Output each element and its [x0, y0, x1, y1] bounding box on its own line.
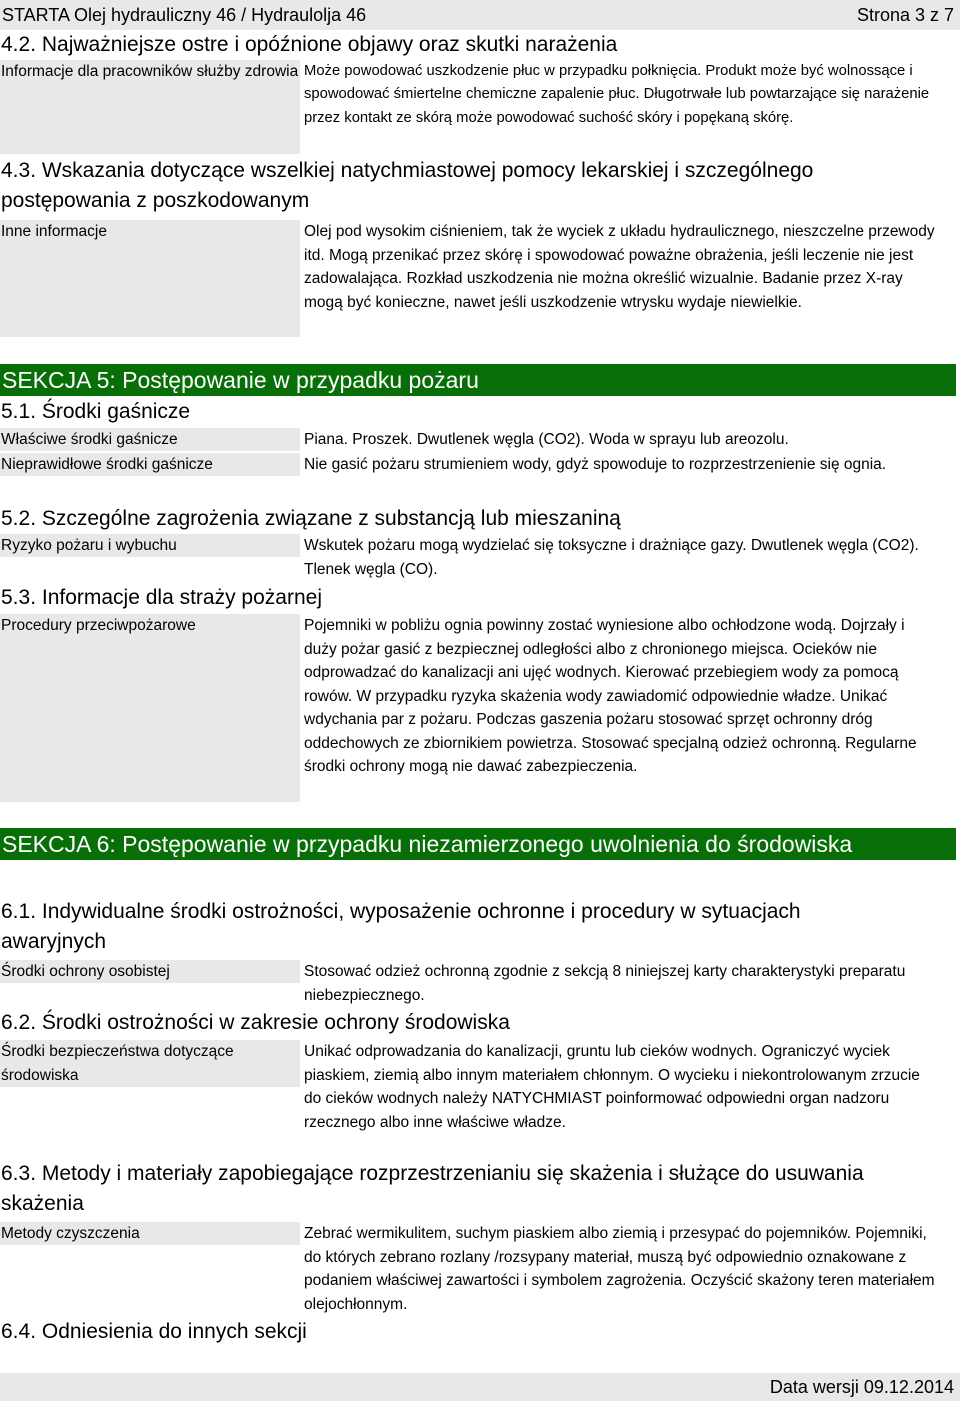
heading-6-4: 6.4. Odniesienia do innych sekcji — [1, 1320, 307, 1343]
label-cleaning-methods: Metody czyszczenia — [0, 1222, 300, 1245]
label-fire-risk: Ryzyko pożaru i wybuchu — [0, 534, 300, 557]
section-5-bar: SEKCJA 5: Postępowanie w przypadku pożaru — [0, 364, 956, 396]
row-unsuitable-extinguishing — [0, 453, 960, 476]
row-medical-info — [0, 60, 960, 154]
heading-5-2: 5.2. Szczególne zagrożenia związane z substancją lub mieszaniną — [1, 507, 621, 530]
document-title: STARTA Olej hydrauliczny 46 / Hydraulolja 46 — [2, 5, 367, 25]
heading-5-3: 5.3. Informacje dla straży pożarnej — [1, 586, 322, 609]
page-number: Strona 3 z 7 — [856, 5, 954, 25]
heading-6-3: 6.3. Metody i materiały zapobiegające rozprzestrzenianiu się skażenia i służące do usuwania skażenia — [1, 1162, 864, 1215]
section-6-bar: SEKCJA 6: Postępowanie w przypadku niezamierzonego uwolnienia do środowiska — [0, 828, 956, 860]
label-environmental-precautions: Środki bezpieczeństwa dotyczące środowiska — [0, 1040, 300, 1087]
heading-4-3: 4.3. Wskazania dotyczące wszelkiej natychmiastowej pomocy lekarskiej i szczególnego postępowania z poszkodowanym — [1, 159, 814, 212]
label-suitable-extinguishing: Właściwe środki gaśnicze — [0, 428, 300, 451]
row-personal-protection — [0, 960, 960, 1004]
value-fire-risk: Wskutek pożaru mogą wydzielać się toksyczne i drażniące gazy. Dwutlenek węgla (CO2). Tlenek węgla (CO). — [304, 537, 919, 578]
page-header — [0, 0, 960, 30]
value-medical-info: Może powodować uszkodzenie płuc w przypadku połknięcia. Produkt może być wolnossące i spowodować śmiertelne chemiczne zapalenie płuc. Długotrwałe lub powtarzające się narażenie przez kontakt ze skórą może powodować suchość skóry i popękaną skórę. — [304, 63, 930, 126]
row-other-info — [0, 220, 960, 337]
heading-6-1: 6.1. Indywidualne środki ostrożności, wyposażenie ochronne i procedury w sytuacjach awaryjnych — [1, 900, 801, 953]
row-fire-risk — [0, 534, 960, 578]
value-environmental-precautions: Unikać odprowadzania do kanalizacji, gruntu lub cieków wodnych. Ograniczyć wyciek piaskiem, ziemią albo innym materiałem chłonnym. O wycieku i niekontrolowanym zrzucie do cieków wodnych należy NATYCHMIAST poinformować odpowiedni organ nadzoru rzecznego albo inne właściwe władze. — [304, 1043, 920, 1131]
row-firefighting-procedures — [0, 614, 960, 802]
label-other-info: Inne informacje — [0, 220, 300, 337]
value-personal-protection: Stosować odzież ochronną zgodnie z sekcją 8 niniejszej karty charakterystyki preparatu niebezpiecznego. — [304, 963, 906, 1004]
row-environmental-precautions — [0, 1040, 960, 1131]
value-firefighting-procedures: Pojemniki w pobliżu ognia powinny zostać wyniesione albo ochłodzone wodą. Dojrzały i duży pożar gasić z bezpiecznej odległości albo z chronionego miejsca. Ocieków nie odprowadzać do kanalizacji ani ujęć wodnych. Kierować przebiegiem wody za pomocą rowów. W przypadku ryzyka skażenia wody zawiadomić odpowiednie władze. Unikać wdychania par z pożaru. Podczas gaszenia pożaru stosować sprzęt ochronny dróg oddechowych ze zbiornikiem powietrza. Stosować specjalną odzież ochronną. Regularne środki ochrony mogą nie dawać zabezpieczenia. — [304, 617, 917, 775]
heading-6-2: 6.2. Środki ostrożności w zakresie ochrony środowiska — [1, 1011, 510, 1034]
label-personal-protection: Środki ochrony osobistej — [0, 960, 300, 983]
footer-version-date: Data wersji 09.12.2014 — [769, 1377, 954, 1397]
label-firefighting-procedures: Procedury przeciwpożarowe — [0, 614, 300, 802]
value-cleaning-methods: Zebrać wermikulitem, suchym piaskiem albo ziemią i przesypać do pojemników. Pojemniki, do których zebrano rozlany /rozsypany materiał, muszą być odpowiednio oznakowane z podaniem właściwej zawartości i symbolem zagrożenia. Oczyścić skażony teren materiałem olejochłonnym. — [304, 1225, 935, 1313]
heading-5-1: 5.1. Środki gaśnicze — [1, 400, 191, 423]
value-unsuitable-extinguishing: Nie gasić pożaru strumieniem wody, gdyż spowoduje to rozprzestrzenienie się ognia. — [304, 456, 887, 473]
label-unsuitable-extinguishing: Nieprawidłowe środki gaśnicze — [0, 453, 300, 476]
row-cleaning-methods — [0, 1222, 960, 1313]
label-medical-info: Informacje dla pracowników służby zdrowia — [0, 60, 300, 154]
row-suitable-extinguishing — [0, 428, 960, 451]
value-other-info: Olej pod wysokim ciśnieniem, tak że wyciek z układu hydraulicznego, nieszczelne przewody itd. Mogą przenikać przez skórę i spowodować poważne obrażenia, jeśli leczenie nie jest zadowalająca. Rozkład uszkodzenia nie można określić wizualnie. Badanie przez X-ray mogą być konieczne, nawet jeśli uszkodzenie wtrysku wydaje niewielkie. — [304, 223, 935, 311]
heading-4-2: 4.2. Najważniejsze ostre i opóźnione objawy oraz skutki narażenia — [1, 33, 618, 56]
value-suitable-extinguishing: Piana. Proszek. Dwutlenek węgla (CO2). Woda w sprayu lub areozolu. — [304, 431, 789, 448]
